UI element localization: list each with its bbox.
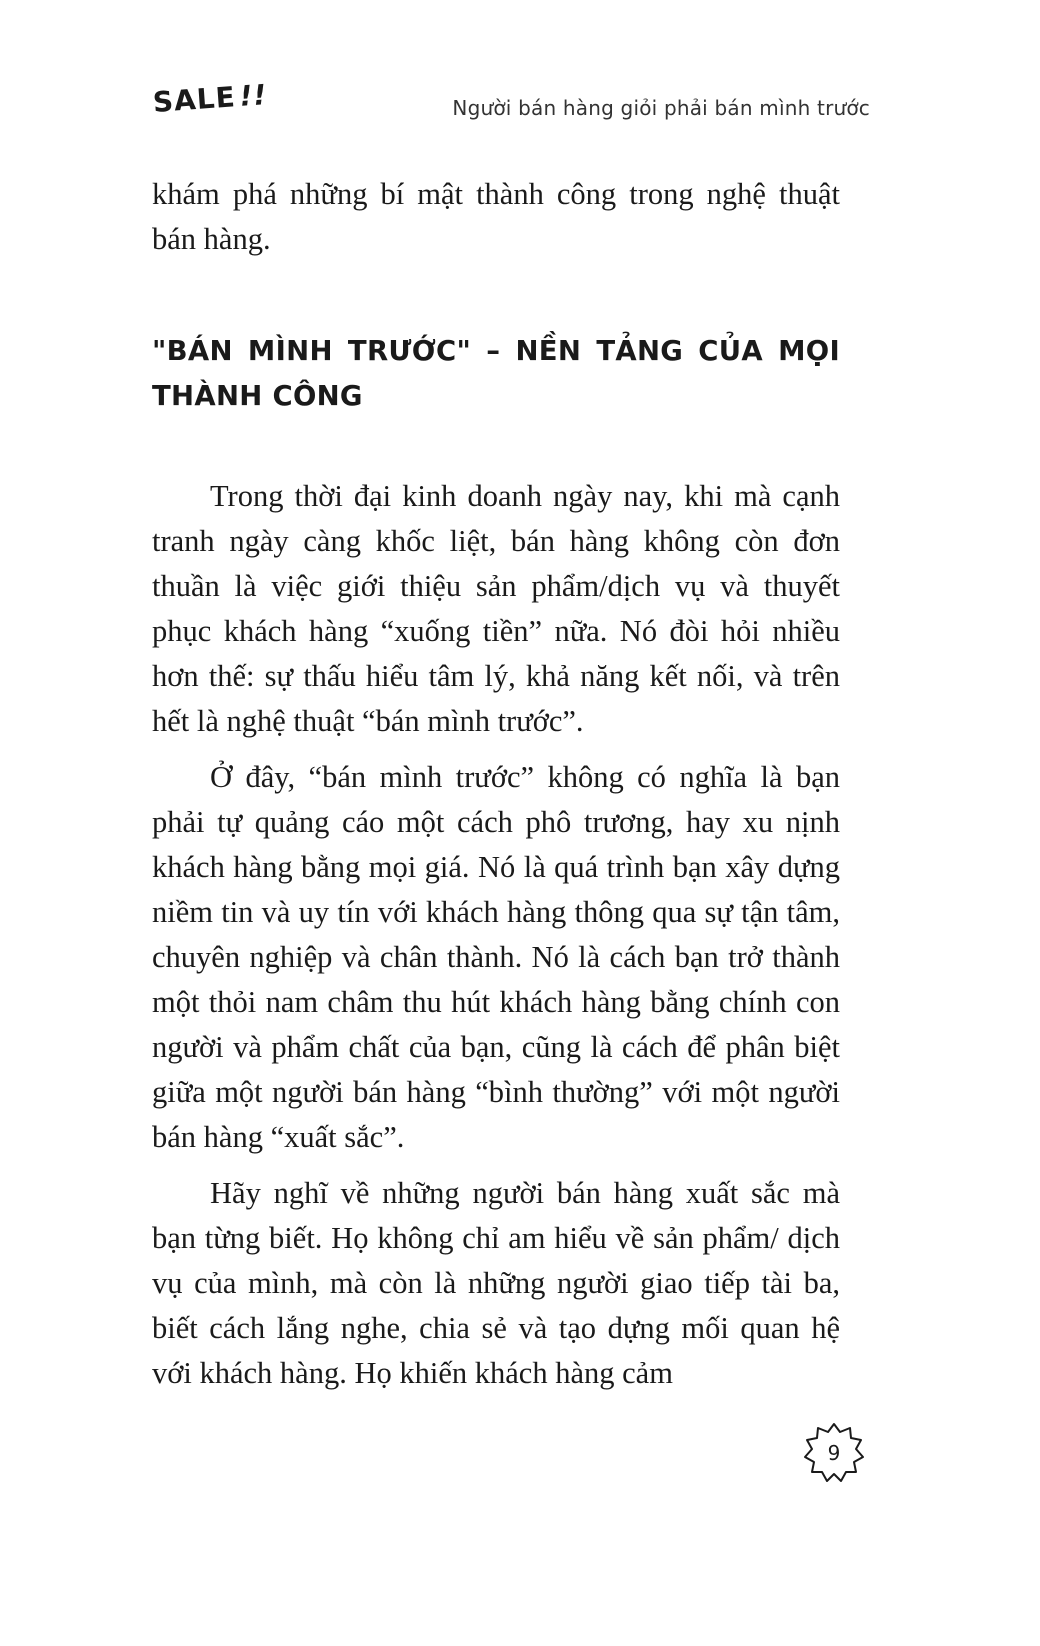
logo-text: SALE <box>151 80 237 119</box>
running-title: Người bán hàng giỏi phải bán mình trước <box>452 96 870 120</box>
paragraph-2: Ở đây, “bán mình trước” không có nghĩa là bạn phải tự quảng cáo một cách phô trương, hay xu nịnh khách hàng bằng mọi giá. Nó là quá trình bạn xây dựng niềm tin và uy tín với khách hàng thông qua sự tận tâm, chuyên nghiệp và chân thành. Nó là cách bạn trở thành một thỏi nam châm thu hút khách hàng bằng chính con người và phẩm chất của bạn, cũng là cách để phân biệt giữa một người bán hàng “bình thường” với một người bán hàng “xuất sắc”. <box>152 760 840 1154</box>
page-header <box>151 78 870 136</box>
sale-logo <box>152 78 268 119</box>
page-number-badge <box>803 1422 865 1484</box>
paragraph-3: Hãy nghĩ về những người bán hàng xuất sắc mà bạn từng biết. Họ không chỉ am hiểu về sản phẩm/ dịch vụ của mình, mà còn là những người giao tiếp tài ba, biết cách lắng nghe, chia sẻ và tạo dựng mối quan hệ với khách hàng. Họ khiến khách hàng cảm <box>152 1176 840 1390</box>
page-number: 9 <box>827 1441 841 1465</box>
paragraph-1: Trong thời đại kinh doanh ngày nay, khi mà cạnh tranh ngày càng khốc liệt, bán hàng không còn đơn thuần là việc giới thiệu sản phẩm/dịch vụ và thuyết phục khách hàng “xuống tiền” nữa. Nó đòi hỏi nhiều hơn thế: sự thấu hiểu tâm lý, khả năng kết nối, và trên hết là nghệ thuật “bán mình trước”. <box>152 479 840 738</box>
intro-continuation: khám phá những bí mật thành công trong nghệ thuật bán hàng. <box>152 177 840 256</box>
logo-exclamation: !! <box>238 78 269 113</box>
page-content <box>152 172 840 1407</box>
section-heading: "BÁN MÌNH TRƯỚC" – NỀN TẢNG CỦA MỌI THÀNH CÔNG <box>152 335 840 412</box>
